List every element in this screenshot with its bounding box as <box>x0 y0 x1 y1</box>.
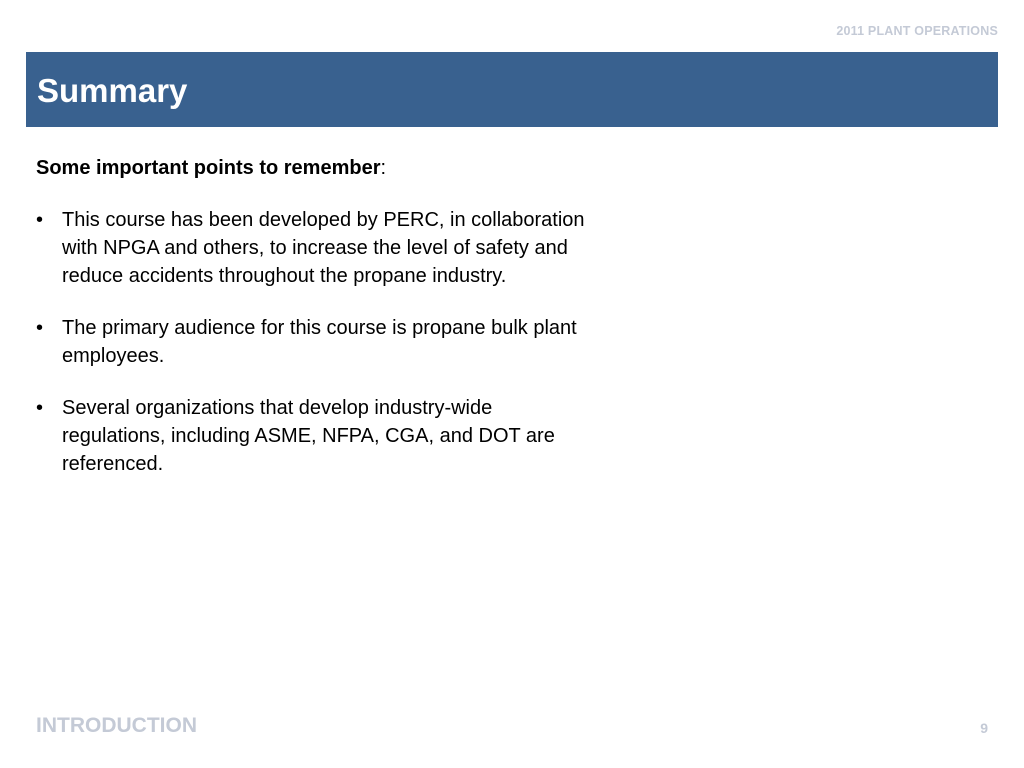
bullet-item <box>36 314 596 370</box>
intro-colon: : <box>380 157 387 179</box>
intro-text <box>36 154 596 182</box>
bullet-dot-icon: • <box>36 317 44 339</box>
header-label: 2011 PLANT OPERATIONS <box>836 24 998 38</box>
bullet-text: The primary audience for this course is propane bulk plant employees. <box>62 317 577 367</box>
bullet-dot-icon: • <box>36 397 44 419</box>
bullet-text: Several organizations that develop industry-wide regulations, including ASME, NFPA, CGA, and DOT are referenced. <box>62 397 555 475</box>
bullet-dot-icon: • <box>36 209 44 231</box>
bullet-text: This course has been developed by PERC, in collaboration with NPGA and others, to increase the level of safety and reduce accidents throughout the propane industry. <box>62 209 585 287</box>
bullet-item <box>36 394 596 478</box>
slide-title: Summary <box>37 72 188 109</box>
intro-bold-text: Some important points to remember <box>36 157 381 179</box>
slide-content <box>36 154 596 502</box>
footer-section-label: INTRODUCTION <box>36 714 197 737</box>
title-bar <box>26 52 998 127</box>
page-number: 9 <box>980 720 988 736</box>
bullet-list <box>36 206 596 478</box>
bullet-item <box>36 206 596 290</box>
